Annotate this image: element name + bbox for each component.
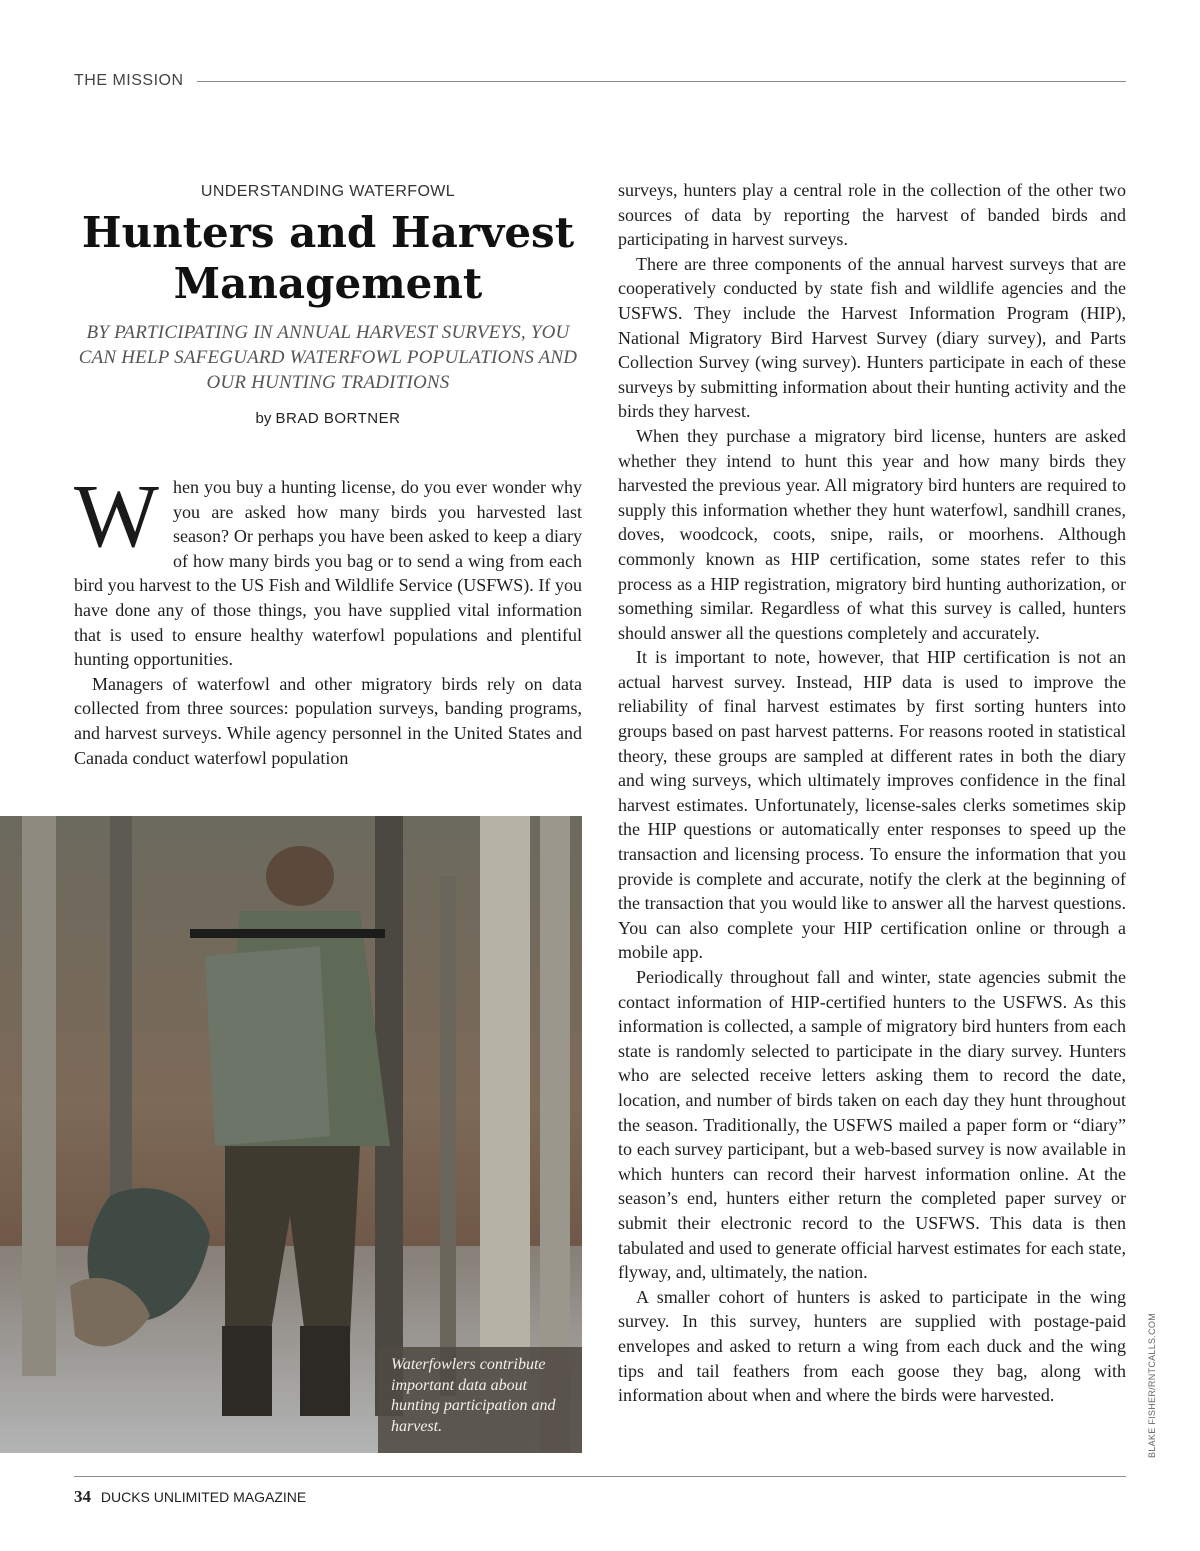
footer-rule: [74, 1476, 1126, 1477]
byline-prefix: by: [255, 410, 272, 427]
body-paragraph: surveys, hunters play a central role in the collection of the other two sources of data by reporting the harvest of banded birds and participating in harvest surveys.: [618, 180, 1126, 250]
drop-cap: W: [74, 467, 159, 566]
body-paragraph: It is important to note, however, that HIP certification is not an actual harvest survey. Instead, HIP data is used to improve the reliability of final harvest estimates by first sorting hunters into groups based on past harvest patterns. For reasons rooted in statistical theory, these groups are sampled at different rates in both the diary and wing surveys, which ultimately improves confidence in the final harvest estimates. Unfortunately, license-sales clerks sometimes skip the HIP questions or automatically enter responses to speed up the transaction and licensing process. To ensure the information that you provide is complete and accurate, notify the clerk at the beginning of the transaction that you would like to answer all the harvest questions. You can also complete your HIP certification online or through a mobile app.: [618, 647, 1126, 963]
publication-name: DUCKS UNLIMITED MAGAZINE: [100, 1489, 307, 1505]
paragraph-text: hen you buy a hunting license, do you ever wonder why you are asked how many birds you harvested last season? Or perhaps you have been asked to keep a diary of how many birds you bag or to send a wing from each bird you harvest to the US Fish and Wildlife Service (USFWS). If you have done any of those things, you have supplied vital information that is used to ensure healthy waterfowl populations and plentiful hunting opportunities.: [74, 477, 582, 670]
body-paragraph: When they purchase a migratory bird license, hunters are asked whether they intend to hunt this year and how many birds they harvested the previous year. All migratory bird hunters are required to supply this information whether they hunt waterfowl, sandhill cranes, doves, woodcock, coots, snipe, rails, or moorhens. Although commonly known as HIP certification, some states refer to this process as a HIP registration, migratory bird hunting authorization, or something similar. Regardless of what this survey is called, hunters should answer all the questions completely and accurately.: [618, 425, 1126, 643]
body-paragraph: A smaller cohort of hunters is asked to participate in the wing survey. In this survey, hunters are supplied with postage-paid envelopes and asked to return a wing from each duck and the wing tips and tail feathers from each goose they bag, along with information about when and where the birds were harvested.: [618, 1286, 1126, 1406]
author-name: BRAD BORTNER: [275, 410, 401, 427]
article-deck: BY PARTICIPATING IN ANNUAL HARVEST SURVEYS, YOU CAN HELP SAFEGUARD WATERFOWL POPULATIONS AND OUR HUNTING TRADITIONS: [78, 322, 578, 393]
photo-credit: BLAKE FISHER/RNTCALLS.COM: [1147, 1312, 1157, 1458]
body-paragraph: [74, 467, 582, 672]
section-label: THE MISSION: [74, 72, 184, 89]
body-paragraph: There are three components of the annual harvest surveys that are cooperatively conducted by state fish and wildlife agencies and the USFWS. They include the Harvest Information Program (HIP), National Migratory Bird Harvest Survey (diary survey), and Parts Collection Survey (wing survey). Hunters participate in each of these surveys by submitting information about their hunting activity and the birds they harvest.: [618, 253, 1126, 422]
page-footer: [74, 1487, 306, 1507]
body-column-right: [618, 178, 1126, 1408]
page-number: 34: [74, 1487, 91, 1506]
byline: [74, 410, 582, 427]
body-column-left: [74, 467, 582, 770]
photo-caption: Waterfowlers contribute important data about hunting participation and harvest.: [391, 1356, 556, 1435]
article-title: Hunters and Harvest Management: [81, 208, 575, 308]
header-rule: [197, 81, 1126, 82]
body-paragraph: Periodically throughout fall and winter, state agencies submit the contact information of HIP-certified hunters to the USFWS. As this information is collected, a sample of migratory bird hunters from each state is randomly selected to participate in the diary survey. Hunters who are selected receive letters asking them to record the date, location, and number of birds taken on each day they hunt throughout the season. Traditionally, the USFWS mailed a paper form or “diary” to each survey participant, but a web-based survey is now available in which hunters can record their harvest information online. At the season’s end, hunters either return the completed paper survey or submit their electronic record to the USFWS. This data is then tabulated and used to generate official harvest estimates for each state, flyway, and, ultimately, the nation.: [618, 967, 1126, 1283]
article-kicker: UNDERSTANDING WATERFOWL: [200, 183, 456, 200]
body-paragraph: Managers of waterfowl and other migratory birds rely on data collected from three sources: population surveys, banding programs, and harvest surveys. While agency personnel in the United States and Canada conduct waterfowl population: [74, 673, 582, 768]
